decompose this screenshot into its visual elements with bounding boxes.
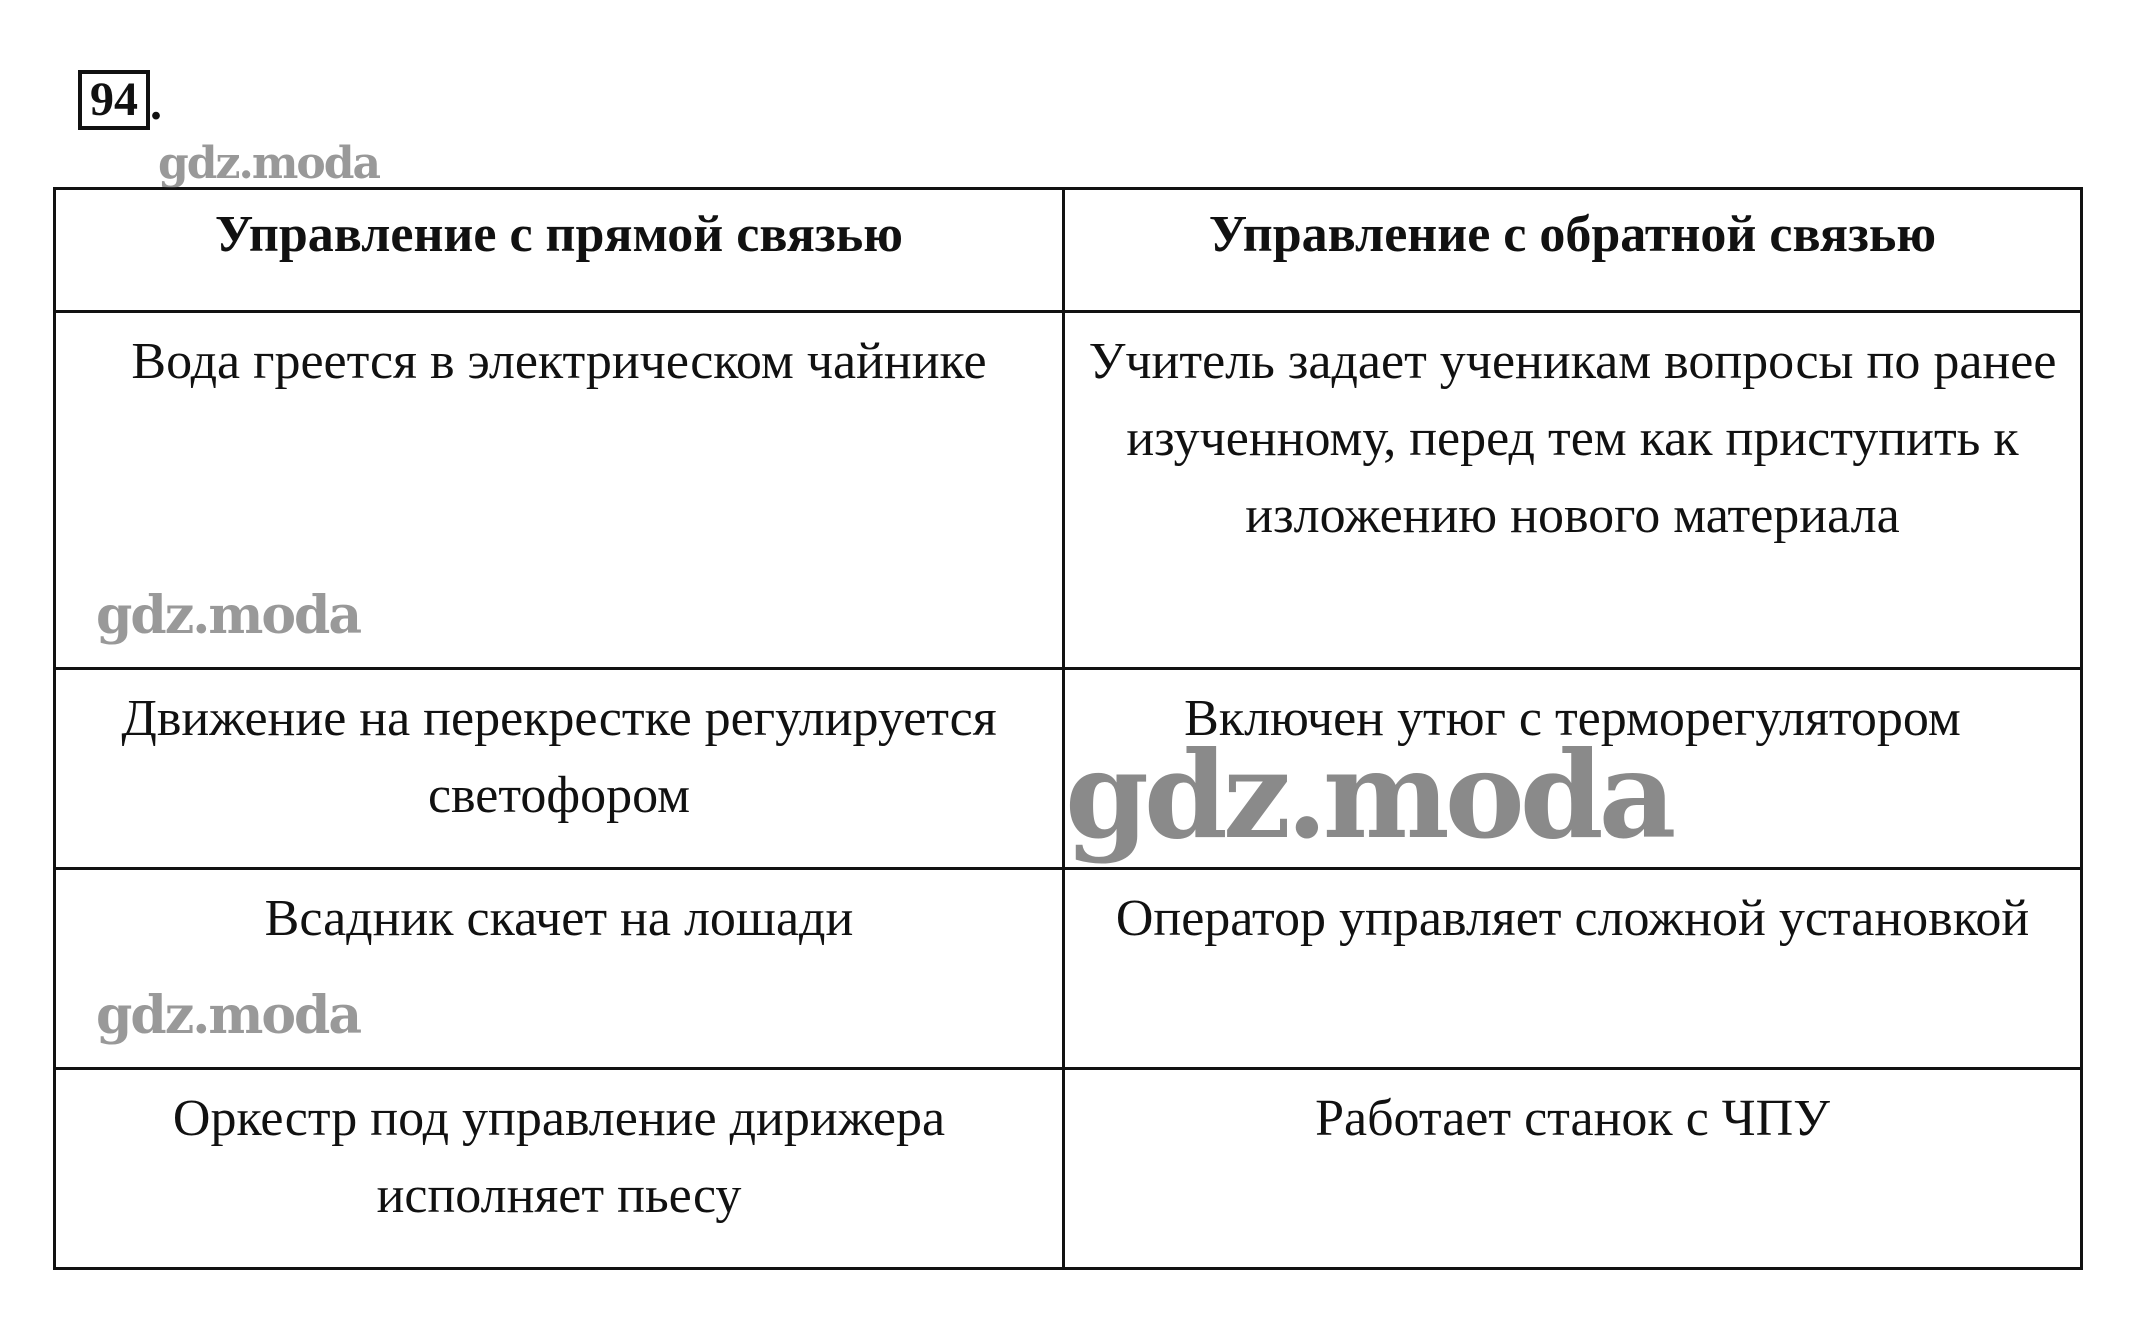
table-cell: Учитель задает ученикам вопросы по ранее изученному, перед тем как приступить к изложению нового материала: [1064, 312, 2082, 669]
answer-table: [53, 187, 2083, 1270]
watermark: gdz.moda: [158, 138, 380, 189]
table-cell: Оператор управляет сложной установкой: [1064, 869, 2082, 1069]
watermark: gdz.moda: [96, 985, 361, 1046]
table-row: [55, 669, 2082, 869]
table-cell: Работает станок с ЧПУ: [1064, 1069, 2082, 1269]
watermark: gdz.moda: [1065, 725, 1672, 866]
watermark: gdz.moda: [96, 585, 361, 646]
table-cell: Движение на перекрестке регулируется светофором: [55, 669, 1064, 869]
table-header-row: [55, 189, 2082, 312]
table-row: [55, 869, 2082, 1069]
task-number-box: 94: [78, 70, 150, 130]
task-number-suffix: .: [150, 77, 162, 130]
header-feedback-control: Управление с обратной связью: [1064, 189, 2082, 312]
table-cell: Оркестр под управление дирижера исполняет пьесу: [55, 1069, 1064, 1269]
table-row: [55, 1069, 2082, 1269]
table-cell: Включен утюг с терморегулятором: [1064, 669, 2082, 869]
table-cell: Вода греется в электрическом чайнике: [55, 312, 1064, 669]
table-row: [55, 312, 2082, 669]
table-cell: Всадник скачет на лошади: [55, 869, 1064, 1069]
task-number: [78, 70, 162, 130]
header-direct-control: Управление с прямой связью: [55, 189, 1064, 312]
